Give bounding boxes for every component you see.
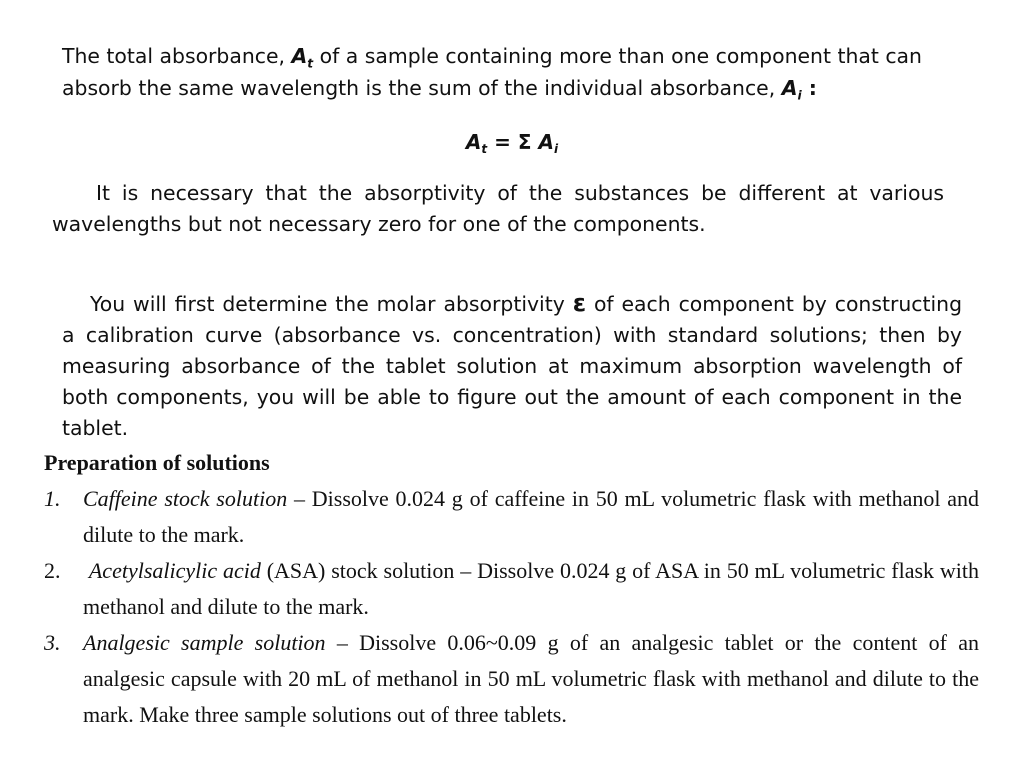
solution-name: Caffeine stock solution [83,486,288,511]
method-text-1: You will first determine the molar absorptivity [90,292,573,316]
solution-name: Acetylsalicylic acid [88,558,261,583]
intro-text-2: of a sample containing more than one component that can absorb the same wavelength is the sum of the individual absorbance, [62,44,922,100]
individual-absorbance-subscript: i [797,88,802,103]
section-heading: Preparation of solutions [44,450,270,475]
total-absorbance-subscript: t [307,56,314,71]
method-paragraph [62,288,962,444]
list-item-number: 3. [44,630,61,655]
formula-rhs: A [538,130,554,154]
absorptivity-paragraph: It is necessary that the absorptivity of the substances be different at various wavelengths but not necessary zero for one of the components. [52,181,944,236]
list-item [44,553,979,625]
formula-lhs-subscript: t [481,142,488,157]
formula-operator: = Σ [487,130,539,154]
solution-instructions: – Dissolve 0.06~0.09 g of an analgesic tablet or the content of an analgesic capsule with 20 mL of methanol in 50 mL volumetric flask with methanol and dilute to the mark. Make three sample solutions out of three tablets. [83,630,979,727]
method-text-2: of each component by constructing a calibration curve (absorbance vs. concentration) with standard solutions; then by measuring absorbance of the tablet solution at maximum absorption wavelength of both components, you will be able to figure out the amount of each component in the tablet. [62,292,963,440]
list-item-number: 2. [44,558,61,583]
formula-rhs-subscript: i [553,142,559,157]
list-item [44,481,979,553]
intro-text-3: : [801,76,817,100]
solution-instructions: (ASA) stock solution – Dissolve 0.024 g of ASA in 50 mL volumetric flask with methanol and dilute to the mark. [83,558,980,619]
intro-text-1: The total absorbance, [62,44,292,68]
total-absorbance-symbol: A [291,44,308,68]
epsilon-symbol: ε [572,289,587,317]
solution-instructions: – Dissolve 0.024 g of caffeine in 50 mL volumetric flask with methanol and dilute to the mark. [83,486,979,547]
preparation-steps-list [44,481,979,733]
formula-lhs: A [465,130,482,154]
intro-paragraph [62,40,962,104]
solution-name: Analgesic sample solution [83,630,326,655]
absorbance-formula [0,130,1024,157]
list-item [44,625,979,733]
list-item-number: 1. [44,486,61,511]
individual-absorbance-symbol: A [781,76,798,100]
